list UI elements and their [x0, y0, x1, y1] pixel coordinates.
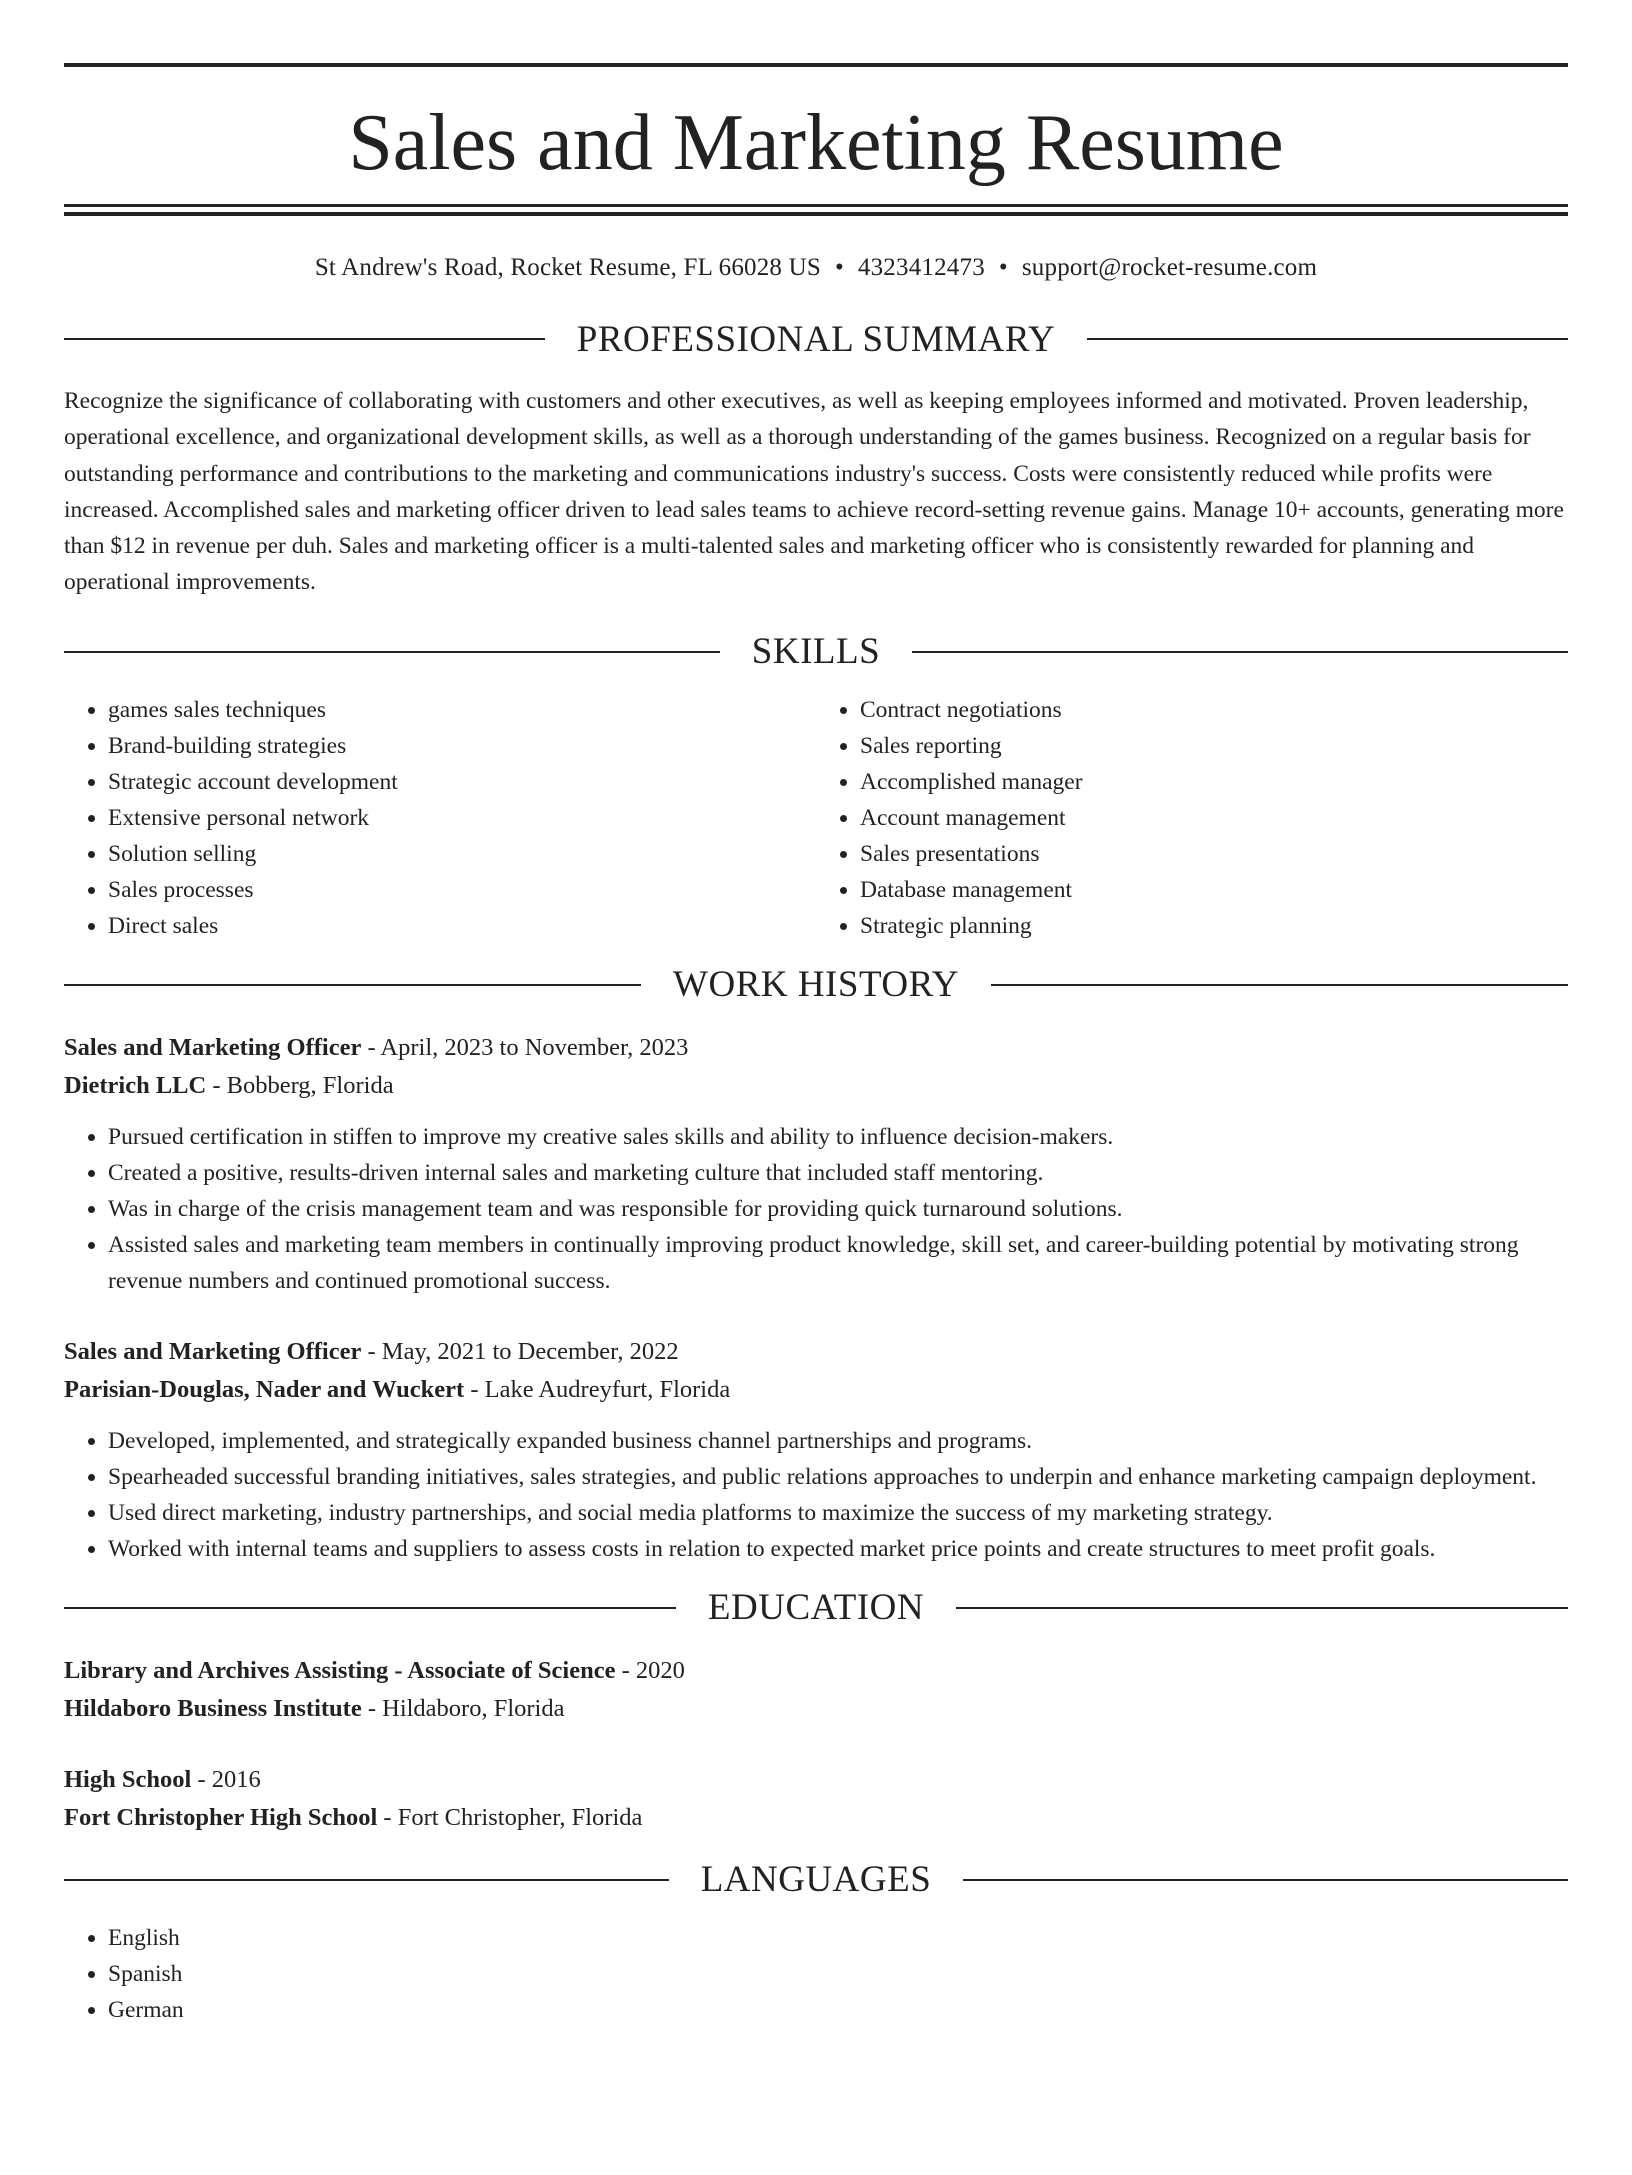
- job-title: Sales and Marketing Officer: [64, 1033, 362, 1061]
- skill-item: • Solution selling: [108, 836, 816, 872]
- contact-line: [64, 254, 1568, 284]
- language-item: • Spanish: [108, 1956, 1568, 1992]
- section-title: WORK HISTORY: [673, 964, 959, 1006]
- job-bullet: • Pursued certification in stiffen to improve my creative sales skills and ability to influence decision-makers.: [108, 1119, 1568, 1155]
- contact-separator: •: [998, 254, 1008, 281]
- job-entry: [64, 1029, 1568, 1299]
- education-school: Fort Christopher High School: [64, 1803, 378, 1831]
- skill-item: • Strategic account development: [108, 764, 816, 800]
- education-school-line: [64, 1690, 1568, 1728]
- job-dates: - April, 2023 to November, 2023: [361, 1033, 689, 1061]
- divider-line: [956, 1607, 1568, 1609]
- section-header-work-history: [64, 960, 1568, 1010]
- language-item: • German: [108, 1992, 1568, 2028]
- skill-item: • Extensive personal network: [108, 800, 816, 836]
- education-location: - Fort Christopher, Florida: [377, 1803, 643, 1831]
- section-title: PROFESSIONAL SUMMARY: [576, 318, 1056, 360]
- section-header-skills: [64, 627, 1568, 677]
- education-year: - 2020: [615, 1656, 685, 1684]
- section-header-summary: [64, 314, 1568, 364]
- job-title-line: [64, 1333, 1568, 1371]
- skill-item: • Brand-building strategies: [108, 728, 816, 764]
- job-title-line: [64, 1029, 1568, 1067]
- skill-item: • Database management: [860, 872, 1568, 908]
- divider-line: [64, 984, 641, 986]
- divider-line: [64, 651, 720, 653]
- job-company: Dietrich LLC: [64, 1071, 207, 1099]
- skill-item: • Accomplished manager: [860, 764, 1568, 800]
- languages-list: [64, 1920, 1568, 2028]
- education-location: - Hildaboro, Florida: [361, 1694, 565, 1722]
- education-year: - 2016: [191, 1765, 261, 1793]
- skills-column-left: [64, 692, 816, 944]
- education-school: Hildaboro Business Institute: [64, 1694, 362, 1722]
- job-company: Parisian-Douglas, Nader and Wuckert: [64, 1375, 465, 1403]
- job-bullet: • Spearheaded successful branding initiatives, sales strategies, and public relations approaches to underpin and enhance marketing campaign deployment.: [108, 1459, 1568, 1495]
- skill-item: • games sales techniques: [108, 692, 816, 728]
- language-item: • English: [108, 1920, 1568, 1956]
- job-dates: - May, 2021 to December, 2022: [361, 1337, 679, 1365]
- education-degree-line: [64, 1761, 1568, 1799]
- job-company-line: [64, 1371, 1568, 1409]
- job-bullet: • Developed, implemented, and strategically expanded business channel partnerships and programs.: [108, 1423, 1568, 1459]
- job-location: - Bobberg, Florida: [206, 1071, 394, 1099]
- divider-line: [64, 1879, 669, 1881]
- job-location: - Lake Audreyfurt, Florida: [464, 1375, 731, 1403]
- job-bullet: • Worked with internal teams and suppliers to assess costs in relation to expected market price points and create structures to meet profit goals.: [108, 1531, 1568, 1567]
- job-bullet: • Was in charge of the crisis management team and was responsible for providing quick turnaround solutions.: [108, 1191, 1568, 1227]
- divider-line: [991, 984, 1568, 986]
- title-double-rule: [64, 204, 1568, 216]
- job-title: Sales and Marketing Officer: [64, 1337, 362, 1365]
- job-bullet: • Used direct marketing, industry partnerships, and social media platforms to maximize the success of my marketing strategy.: [108, 1495, 1568, 1531]
- divider-line: [64, 338, 545, 340]
- resume-title: Sales and Marketing Resume: [348, 99, 1284, 187]
- summary-text: Recognize the significance of collaborating with customers and other executives, as well as keeping employees informed and motivated. Proven leadership, operational excellence, and organizational development skills, as well as a thorough understanding of the games business. Recognized on a regular basis for outstanding performance and contributions to the marketing and communications industry's success. Costs were consistently reduced while profits were increased. Accomplished sales and marketing officer driven to lead sales teams to achieve record-setting revenue gains. Manage 10+ accounts, generating more than $12 in revenue per duh. Sales and marketing officer is a multi-talented sales and marketing officer who is consistently rewarded for planning and operational improvements.: [64, 388, 1564, 596]
- divider-line: [912, 651, 1568, 653]
- resume-page: [0, 63, 1632, 2028]
- skills-column-right: [816, 692, 1568, 944]
- contact-address: St Andrew's Road, Rocket Resume, FL 66028 US: [314, 254, 821, 281]
- education-school-line: [64, 1799, 1568, 1837]
- job-bullets: [64, 1423, 1568, 1567]
- skill-item: • Sales processes: [108, 872, 816, 908]
- contact-phone[interactable]: 4323412473: [857, 254, 985, 281]
- skill-item: • Contract negotiations: [860, 692, 1568, 728]
- divider-line: [64, 1607, 676, 1609]
- job-bullets: [64, 1119, 1568, 1299]
- job-bullet: • Created a positive, results-driven internal sales and marketing culture that included staff mentoring.: [108, 1155, 1568, 1191]
- education-entry: [64, 1761, 1568, 1837]
- skill-item: • Account management: [860, 800, 1568, 836]
- education-entry: [64, 1652, 1568, 1728]
- education-degree-line: [64, 1652, 1568, 1690]
- job-bullet: • Assisted sales and marketing team members in continually improving product knowledge, skill set, and career-building potential by motivating strong revenue numbers and continued promotional success.: [108, 1227, 1568, 1299]
- skill-item: • Sales reporting: [860, 728, 1568, 764]
- skill-item: • Direct sales: [108, 908, 816, 944]
- education-degree: High School: [64, 1765, 192, 1793]
- skills-list: [64, 692, 1568, 944]
- skill-item: • Sales presentations: [860, 836, 1568, 872]
- contact-separator: •: [834, 254, 844, 281]
- section-title: LANGUAGES: [700, 1859, 932, 1901]
- contact-email[interactable]: support@rocket-resume.com: [1021, 254, 1318, 281]
- section-title: SKILLS: [751, 631, 881, 673]
- education-degree: Library and Archives Assisting - Associate of Science: [64, 1656, 616, 1684]
- divider-line: [1087, 338, 1568, 340]
- skill-item: • Strategic planning: [860, 908, 1568, 944]
- job-entry: [64, 1333, 1568, 1567]
- job-company-line: [64, 1067, 1568, 1105]
- section-title: EDUCATION: [707, 1587, 925, 1629]
- section-header-education: [64, 1583, 1568, 1633]
- divider-line: [963, 1879, 1568, 1881]
- section-header-languages: [64, 1855, 1568, 1905]
